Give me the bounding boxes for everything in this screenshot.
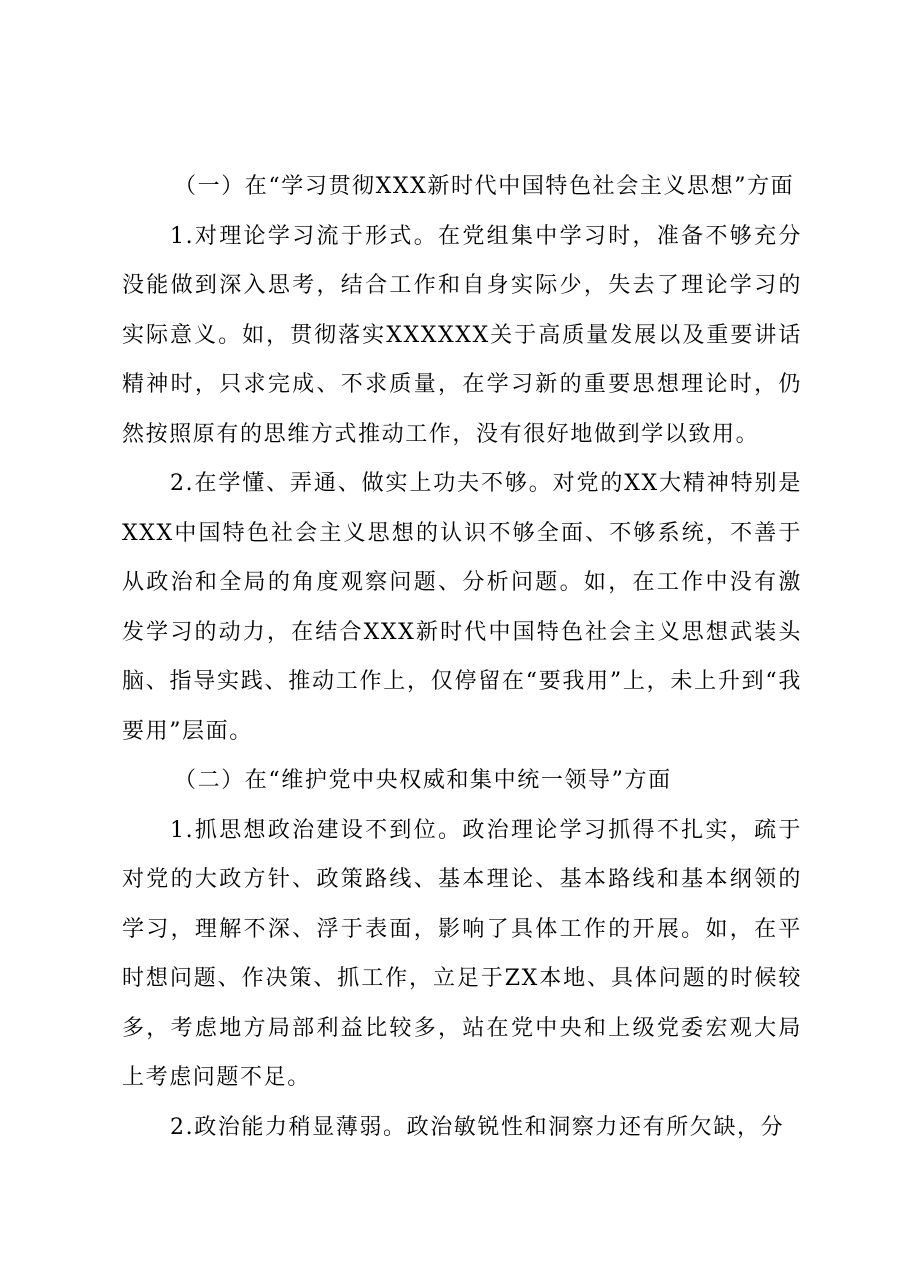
section-heading-1: （一）在“学习贯彻XXX新时代中国特色社会主义思想”方面	[174, 174, 795, 199]
paragraph-2-1: 1.抓思想政治建设不到位。政治理论学习抓得不扎实，疏于对党的大政方针、政策路线、基本理论、基本路线和基本纲领的学习，理解不深、浮于表面，影响了具体工作的开展。如，在平时想问题、作决策、抓工作，立足于ZX本地、具体问题的时候较多，考虑地方局部利益比较多，站在党中央和上级党委宏观大局上考虑问题不足。	[122, 817, 802, 1090]
section-heading-2: （二）在“维护党中央权威和集中统一领导”方面	[174, 768, 672, 793]
paragraph-2-2: 2.政治能力稍显薄弱。政治敏锐性和洞察力还有所欠缺，分	[170, 1114, 785, 1140]
paragraph-1-1: 1.对理论学习流于形式。在党组集中学习时，准备不够充分没能做到深入思考，结合工作和自身实际少，失去了理论学习的实际意义。如，贯彻落实XXXXXX关于高质量发展以及重要讲话精神时，只求完成、不求质量，在学习新的重要思想理论时，仍然按照原有的思维方式推动工作，没有很好地做到学以致用。	[122, 223, 802, 447]
paragraph-1-2: 2.在学懂、弄通、做实上功夫不够。对党的XX大精神特别是XXX中国特色社会主义思想的认识不够全面、不够系统，不善于从政治和全局的角度观察问题、分析问题。如，在工作中没有激发学习的动力，在结合XXX新时代中国特色社会主义思想武装头脑、指导实践、推动工作上，仅停留在“要我用”上，未上升到“我要用”层面。	[122, 471, 802, 744]
document-body	[122, 162, 802, 1152]
